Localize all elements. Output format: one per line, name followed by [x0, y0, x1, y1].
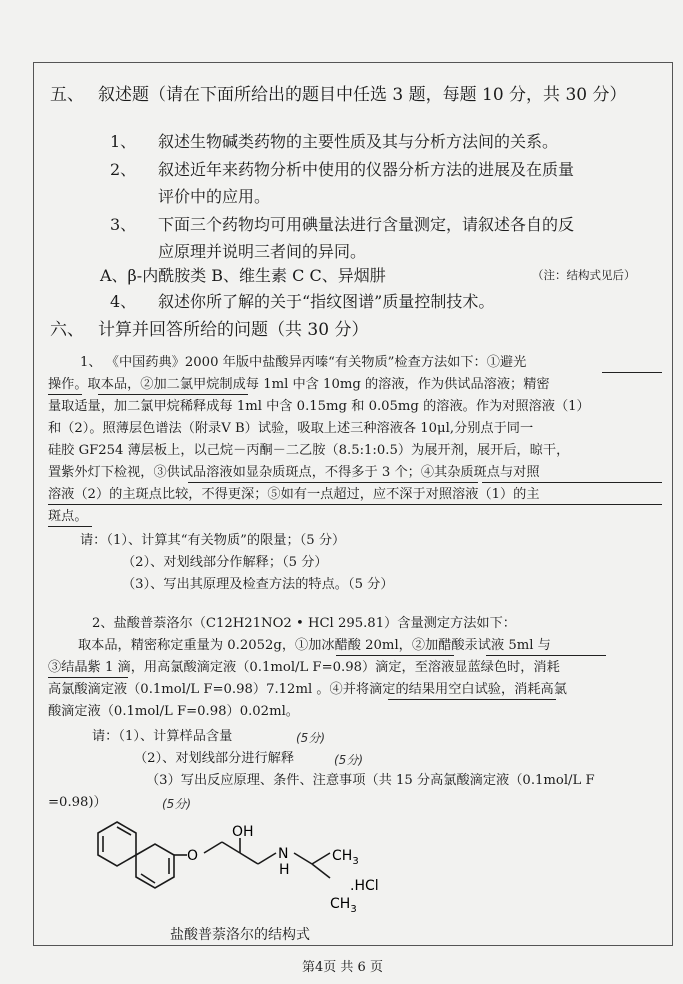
- page-number-footer: 第4页 共 6 页: [302, 960, 383, 975]
- q6-1-line-1: 1、 《中国药典》2000 年版中盐酸异丙嗪“有关物质”检查方法如下：①避光: [80, 355, 527, 370]
- q5-2-line-2: 评价中的应用。: [158, 187, 271, 206]
- q5-4-text: 叙述你所了解的关于“指纹图谱”质量控制技术。: [158, 292, 495, 311]
- underline-mark: [486, 655, 606, 656]
- q6-1-line-5: 硅胶 GF254 薄层板上，以己烷－丙酮－二乙胺（8.5:1:0.5）为展开剂，展开后，晾干，: [48, 443, 570, 458]
- q6-1-ask-3: （3）、写出其原理及检查方法的特点。（5 分）: [122, 577, 394, 592]
- q5-1-number: 1、: [110, 132, 137, 151]
- section-5-title: 叙述题（请在下面所给出的题目中任选 3 题，每题 10 分，共 30 分）: [98, 85, 627, 105]
- q5-1-line-1: 叙述生物碱类药物的主要性质及其与分析方法间的关系。: [158, 132, 559, 151]
- q6-2-ask-2: （2）、对划线部分进行解释: [134, 751, 295, 766]
- q6-1-ask-1: 请：（1）、计算其“有关物质”的限量；（5 分）: [80, 533, 346, 548]
- q5-2-number: 2、: [110, 160, 137, 179]
- q6-1-line-2: 操作。取本品，②加二氯甲烷制成每 1ml 中含 10mg 的溶液，作为供试品溶液；精密: [48, 377, 550, 392]
- q5-2-line-1: 叙述近年来药物分析中使用的仪器分析方法的进展及在质量: [158, 160, 575, 179]
- q5-4-number: 4、: [110, 292, 137, 311]
- q6-1-line-8: 斑点。: [48, 509, 88, 524]
- section-6-number: 六、: [50, 320, 84, 340]
- structure-caption: 盐酸普萘洛尔的结构式: [170, 927, 310, 943]
- q5-3-number: 3、: [110, 215, 137, 234]
- section-6-title: 计算并回答所给的问题（共 30 分）: [98, 320, 369, 340]
- q6-2-line-5: 酸滴定液（0.1mol/L F=0.98）0.02ml。: [48, 704, 299, 719]
- hcl-label: .HCl: [350, 878, 379, 894]
- q5-3-structure-note: （注：结构式见后）: [532, 268, 636, 282]
- oxygen-label: O: [187, 848, 199, 864]
- nitrogen-label: N: [278, 846, 289, 862]
- q5-3-drug-list: A、β-内酰胺类 B、维生素 C C、异烟肼: [100, 266, 386, 285]
- underline-mark: [48, 504, 662, 505]
- handwritten-score-1: (5分): [296, 731, 325, 745]
- handwritten-score-2: (5分): [334, 753, 363, 767]
- underline-mark: [48, 394, 82, 395]
- q6-2-ask-3-cont: =0.98)）: [48, 795, 107, 810]
- methyl-bottom-label: $CH_3$: [330, 896, 357, 915]
- underline-mark: [388, 699, 556, 700]
- q6-1-line-6: 置紫外灯下检视，③供试品溶液如显杂质斑点，不得多于 3 个；④其杂质斑点与对照: [48, 465, 540, 480]
- handwritten-score-3: (5分): [162, 797, 191, 811]
- q6-1-line-4: 和（2）。照薄层色谱法（附录Ⅴ B）试验，吸取上述三种溶液各 10μl,分别点于同一: [48, 421, 534, 436]
- q6-1-line-3: 量取适量，加二氯甲烷稀释成每 1ml 中含 0.15mg 和 0.05mg 的溶液。作为对照溶液（1）: [48, 399, 590, 414]
- q5-3-line-2: 应原理并说明三者间的异同。: [158, 242, 367, 261]
- nh-hydrogen-label: H: [279, 862, 290, 878]
- q6-2-ask-3: （3）写出反应原理、条件、注意事项（共 15 分高氯酸滴定液（0.1mol/L F: [146, 773, 595, 788]
- propranolol-structure: [90, 808, 410, 928]
- q6-2-line-2: 取本品，精密称定重量为 0.2052g，①加冰醋酸 20ml，②加醋酸汞试液 5ml 与: [78, 638, 551, 653]
- q6-1-ask-2: （2）、对划线部分作解释；（5 分）: [122, 555, 328, 570]
- q6-2-line-3: ③结晶紫 1 滴，用高氯酸滴定液（0.1mol/L F=0.98）滴定，至溶液显蓝绿色时，消耗: [48, 660, 560, 675]
- q6-2-ask-1: 请：（1）、计算样品含量: [92, 729, 233, 744]
- section-5-number: 五、: [50, 85, 84, 105]
- q6-2-line-4: 高氯酸滴定液（0.1mol/L F=0.98）7.12ml 。④并将滴定的结果用空白试验，消耗高氯: [48, 682, 567, 697]
- underline-mark: [336, 655, 454, 656]
- underline-mark: [482, 482, 662, 483]
- methyl-top-label: $CH_3$: [332, 848, 359, 867]
- q6-1-line-7: 溶液（2）的主斑点比较，不得更深；⑤如有一点超过，应不深于对照溶液（1）的主: [48, 487, 540, 502]
- underline-mark: [188, 482, 478, 483]
- q5-3-line-1: 下面三个药物均可用碘量法进行含量测定，请叙述各自的反: [158, 215, 575, 234]
- hydroxyl-label: OH: [232, 824, 254, 840]
- underline-mark: [602, 372, 662, 373]
- underline-mark: [98, 394, 248, 395]
- underline-mark: [48, 526, 92, 527]
- q6-2-line-1: 2、盐酸普萘洛尔（C12H21NO2 • HCl 295.81）含量测定方法如下：: [92, 616, 516, 631]
- underline-mark: [48, 677, 128, 678]
